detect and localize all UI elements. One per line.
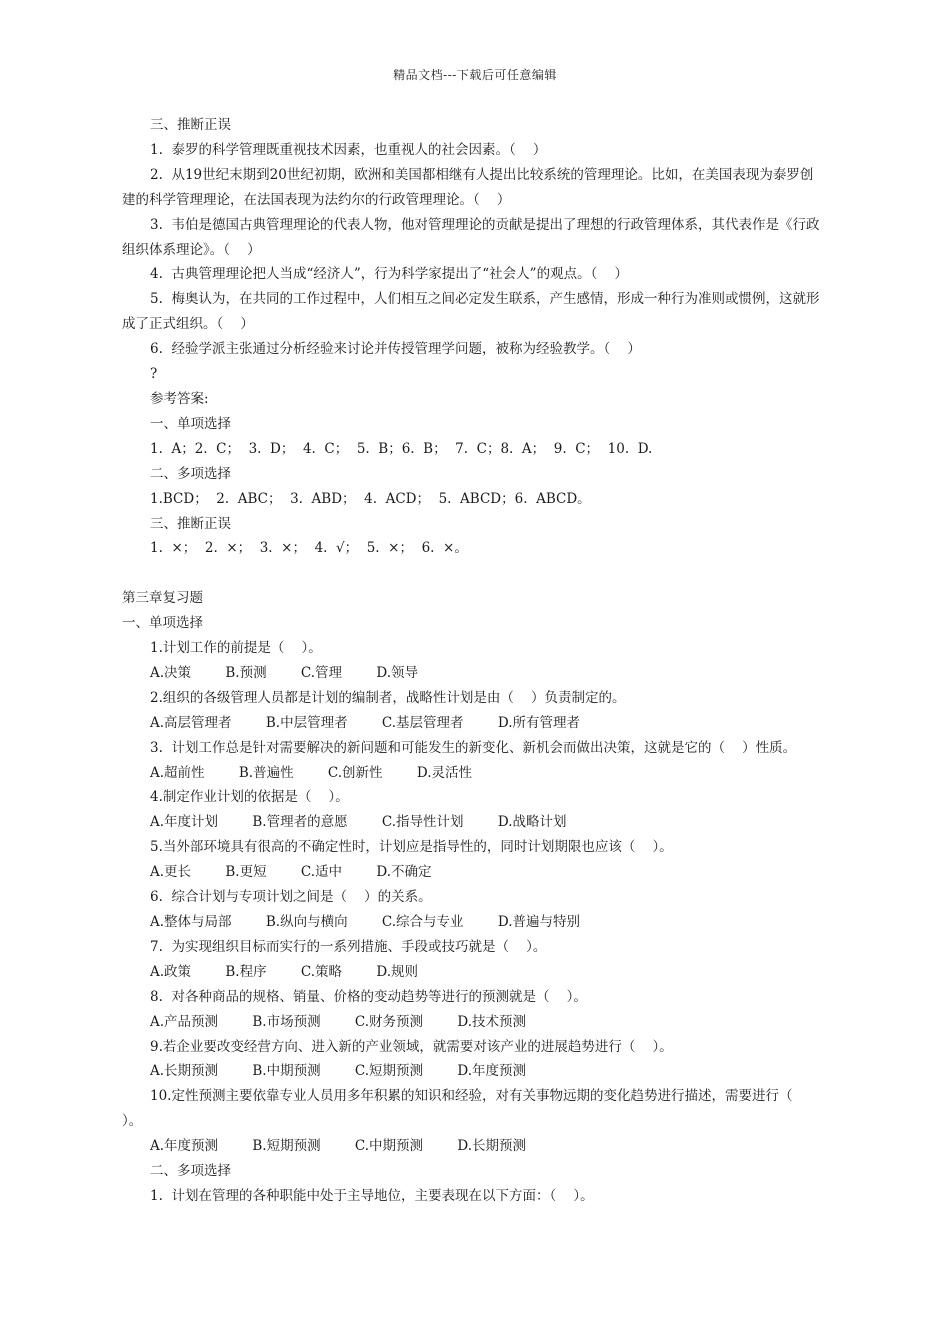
document-body: [122, 113, 822, 1209]
spacer: [122, 561, 822, 586]
question-options: A.高层管理者 B.中层管理者 C.基层管理者 D.所有管理者: [150, 714, 581, 731]
chapter-title: 第三章复习题: [122, 590, 203, 607]
question-options: A.决策 B.预测 C.管理 D.领导: [150, 664, 419, 681]
question-options: A.超前性 B.普遍性 C.创新性 D.灵活性: [150, 764, 473, 781]
question: 10.定性预测主要依靠专业人员用多年积累的知识和经验，对有关事物远期的变化趋势进行描述，需要进行（ ）。: [122, 1088, 810, 1130]
chapter-single-title: 一、单项选择: [122, 615, 203, 632]
judgment-item: 2. 从19世纪末期到20世纪初期，欧洲和美国都相继有人提出比较系统的管理理论。比如，在美国表现为泰罗创建的科学管理理论，在法国表现为法约尔的行政管理理论。（ ）: [122, 166, 814, 208]
question: 9.若企业要改变经营方向、进入新的产业领域，就需要对该产业的进展趋势进行（ ）。: [150, 1038, 673, 1055]
answers-single-title: 一、单项选择: [150, 415, 231, 432]
question-options: A.政策 B.程序 C.策略 D.规则: [150, 963, 419, 980]
question: 7. 为实现组织目标而实行的一系列措施、手段或技巧就是（ ）。: [150, 938, 547, 955]
question: 4.制定作业计划的依据是（ ）。: [150, 789, 349, 806]
question-options: A.长期预测 B.中期预测 C.短期预测 D.年度预测: [150, 1063, 527, 1080]
question-mark: ?: [150, 366, 158, 383]
question-options: A.更长 B.更短 C.适中 D.不确定: [150, 864, 432, 881]
judgment-item: 1. 泰罗的科学管理既重视技术因素，也重视人的社会因素。（ ）: [150, 141, 547, 158]
judgment-item: 3. 韦伯是德国古典管理理论的代表人物，他对管理理论的贡献是提出了理想的行政管理体系，其代表作是《行政组织体系理论》。（ ）: [122, 216, 820, 258]
question: 2.组织的各级管理人员都是计划的编制者，战略性计划是由（ ）负责制定的。: [150, 689, 626, 706]
judgment-item: 4. 古典管理理论把人当成“经济人”，行为科学家提出了“社会人”的观点。（ ）: [150, 266, 628, 283]
chapter-multi-title: 二、多项选择: [150, 1163, 231, 1180]
question: 6. 综合计划与专项计划之间是（ ）的关系。: [150, 889, 432, 906]
page-header: 精品文档---下载后可任意编辑: [393, 68, 557, 82]
question: 3. 计划工作总是针对需要解决的新问题和可能发生的新变化、新机会而做出决策，这就是它的（ ）性质。: [150, 739, 797, 756]
judgment-item: 6. 经验学派主张通过分析经验来讨论并传授管理学问题，被称为经验教学。（ ）: [150, 341, 641, 358]
question-options: A.年度计划 B.管理者的意愿 C.指导性计划 D.战略计划: [150, 814, 567, 831]
question-options: A.年度预测 B.短期预测 C.中期预测 D.长期预测: [150, 1138, 527, 1155]
answers-judge-title: 三、推断正误: [150, 515, 231, 532]
question: 1. 计划在管理的各种职能中处于主导地位，主要表现在以下方面：（ ）。: [150, 1187, 594, 1204]
answers-single: 1. A；2. C； 3. D； 4. C； 5. B；6. B； 7. C；8. A； 9. C； 10. D.: [150, 440, 653, 457]
question-options: A.产品预测 B.市场预测 C.财务预测 D.技术预测: [150, 1013, 527, 1030]
question: 8. 对各种商品的规格、销量、价格的变动趋势等进行的预测就是（ ）。: [150, 988, 587, 1005]
answers-title: 参考答案:: [150, 390, 209, 407]
question: 1.计划工作的前提是（ ）。: [150, 640, 322, 657]
answers-multi: 1.BCD； 2. ABC； 3. ABD； 4. ACD； 5. ABCD；6. ABCD。: [150, 490, 591, 507]
question: 5.当外部环境具有很高的不确定性时，计划应是指导性的，同时计划期限也应该（ ）。: [150, 839, 673, 856]
answers-judge: 1. ×； 2. ×； 3. ×； 4. √； 5. ×； 6. ×。: [150, 540, 468, 557]
section-title: 三、推断正误: [150, 117, 231, 133]
answers-multi-title: 二、多项选择: [150, 465, 231, 482]
judgment-item: 5. 梅奥认为，在共同的工作过程中，人们相互之间必定发生联系，产生感情，形成一种行为准则或惯例，这就形成了正式组织。（ ）: [122, 291, 820, 333]
question-options: A.整体与局部 B.纵向与横向 C.综合与专业 D.普遍与特别: [150, 913, 581, 930]
